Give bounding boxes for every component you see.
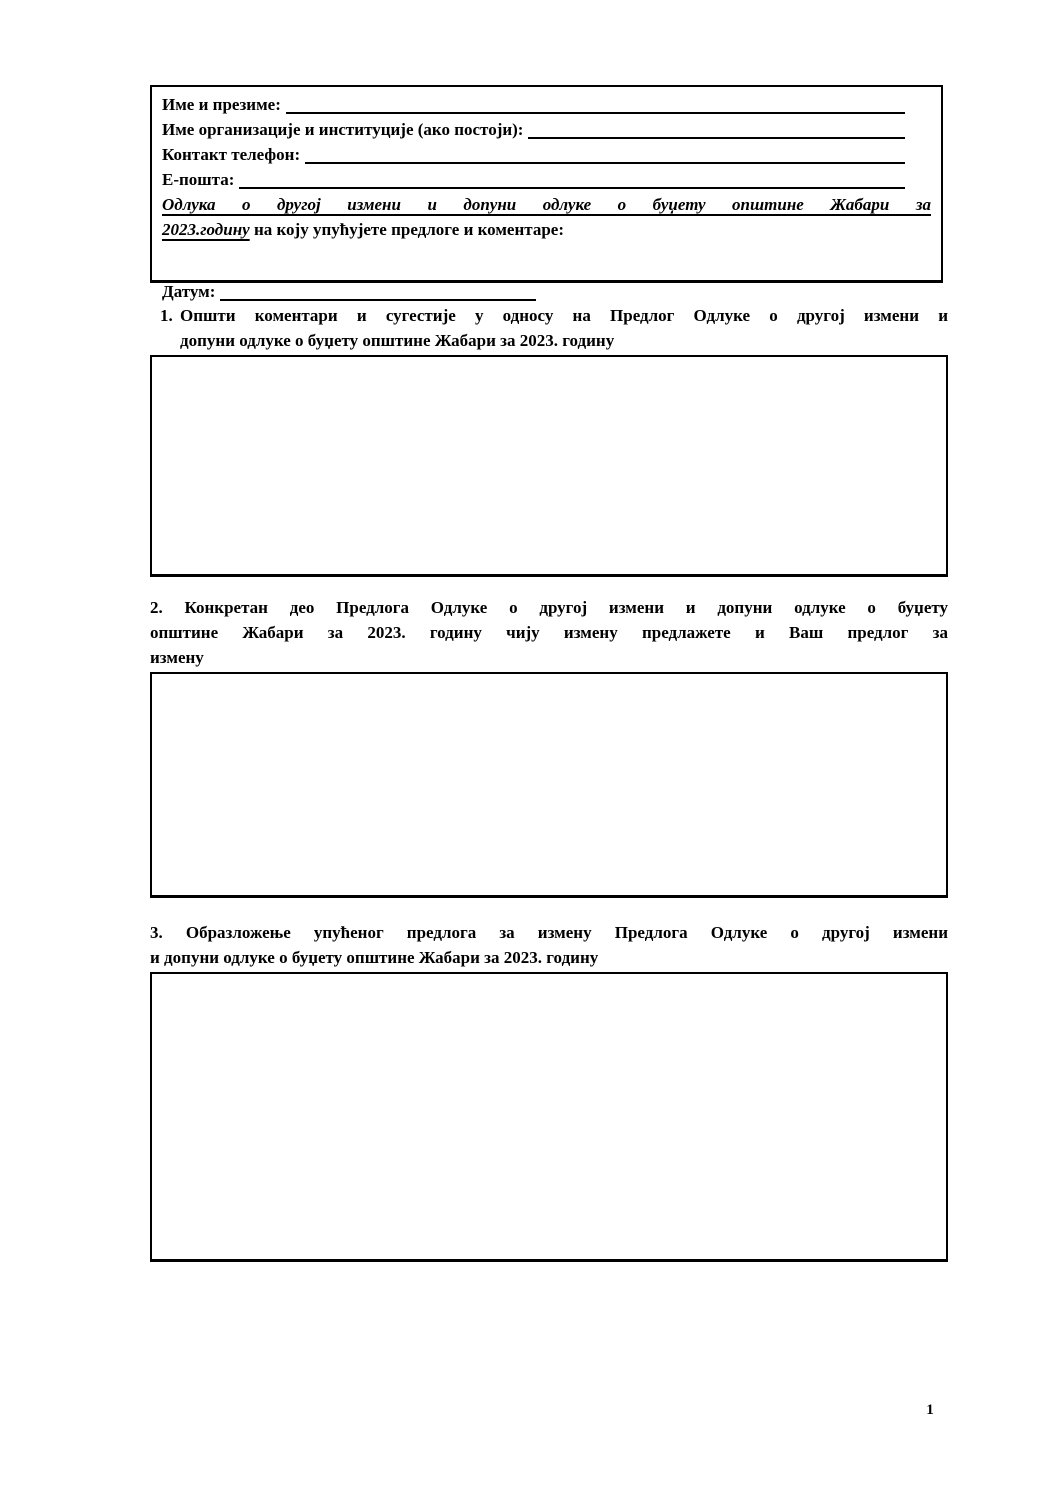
decision-title-rest: на коју упућујете предлоге и коментаре: <box>253 220 564 239</box>
decision-title-year: 2023.годину <box>162 220 250 239</box>
section-1-heading <box>150 303 948 353</box>
justification-box[interactable] <box>150 972 948 1262</box>
email-label: Е-пошта: <box>162 170 235 189</box>
organization-input-line[interactable] <box>528 119 905 139</box>
section-2-heading-line3: измену <box>150 648 204 667</box>
date-field-row <box>162 279 931 304</box>
section-2-heading-line1: 2. Конкретан део Предлога Одлуке о другој измени и допуни одлуке о буџету <box>150 598 949 617</box>
organization-label: Име организације и институције (ако постоји): <box>162 120 524 139</box>
section-3-heading-line1: 3. Образложење упућеног предлога за измену Предлога Одлуке о другој измени <box>150 923 948 942</box>
email-input-line[interactable] <box>239 169 905 189</box>
section-2-heading-line2: општине Жабари за 2023. годину чију измену предлажете и Ваш предлог за <box>150 623 948 642</box>
decision-title-line1: Одлука о другој измени и допуни одлуке о буџету општине Жабари за <box>162 195 931 214</box>
section-3-heading-line2: и допуни одлуке о буџету општине Жабари за 2023. годину <box>150 948 599 967</box>
name-field-row <box>162 92 931 117</box>
section-3-heading <box>150 920 948 970</box>
date-input-line[interactable] <box>220 281 536 301</box>
section-1-number: 1. <box>160 306 173 325</box>
phone-label: Контакт телефон: <box>162 145 301 164</box>
email-field-row <box>162 167 931 192</box>
name-label: Име и презиме: <box>162 95 281 114</box>
specific-change-proposal-box[interactable] <box>150 672 948 898</box>
organization-field-row <box>162 117 931 142</box>
section-1-heading-line1: Општи коментари и сугестије у односу на Предлог Одлуке о другој измени и <box>180 306 948 325</box>
general-comments-box[interactable] <box>150 355 948 577</box>
phone-input-line[interactable] <box>305 144 905 164</box>
section-1-heading-line2: допуни одлуке о буџету општине Жабари за 2023. годину <box>180 331 615 350</box>
contact-info-box <box>150 85 943 301</box>
date-label: Датум: <box>162 282 216 301</box>
section-2-number: 2. <box>150 598 163 617</box>
name-input-line[interactable] <box>286 94 905 114</box>
section-3-number: 3. <box>150 923 163 942</box>
decision-title-line2 <box>162 217 931 242</box>
page-number: 1 <box>926 1402 934 1418</box>
phone-field-row <box>162 142 931 167</box>
section-2-heading <box>150 595 948 670</box>
